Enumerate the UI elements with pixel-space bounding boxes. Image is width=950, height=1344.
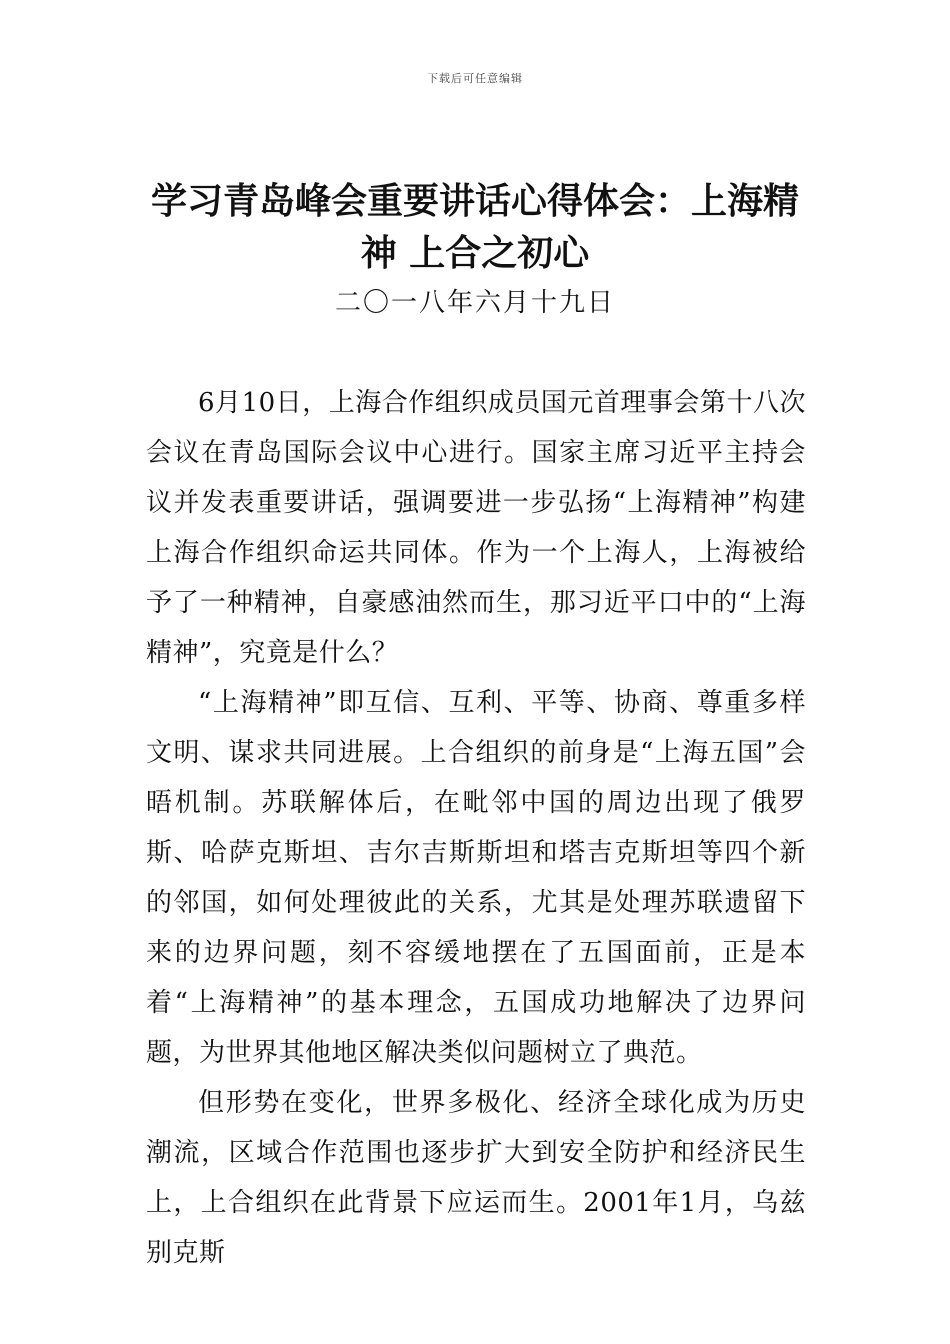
header-note: 下载后可任意编辑 [427,72,523,85]
paragraph-2: “上海精神”即互信、互利、平等、协商、尊重多样文明、谋求共同进展。上合组织的前身是“上海五国”会晤机制。苏联解体后，在毗邻中国的周边出现了俄罗斯、哈萨克斯坦、吉尔吉斯斯坦和塔吉克斯坦等四个新的邻国，如何处理彼此的关系，尤其是处理苏联遗留下来的边界问题，刻不容缓地摆在了五国面前，正是本着“上海精神”的基本理念，五国成功地解决了边界问题，为世界其他地区解决类似问题树立了典范。 [146,688,806,1068]
paragraph-3: 但形势在变化，世界多极化、经济全球化成为历史潮流，区域合作范围也逐步扩大到安全防护和经济民生上，上合组织在此背景下应运而生。2001年1月，乌兹别克斯 [146,1088,806,1268]
paragraph-1: 6月10日，上海合作组织成员国元首理事会第十八次会议在青岛国际会议中心进行。国家主席习近平主持会议并发表重要讲话，强调要进一步弘扬“上海精神”构建上海合作组织命运共同体。作为一个上海人，上海被给予了一种精神，自豪感油然而生，那习近平口中的“上海精神”，究竟是什么？ [146,388,806,668]
document-date: 二〇一八年六月十九日 [334,288,615,318]
document-title: 学习青岛峰会重要讲话心得体会：上海精神 上合之初心 [150,181,799,274]
document-body [146,378,806,1278]
